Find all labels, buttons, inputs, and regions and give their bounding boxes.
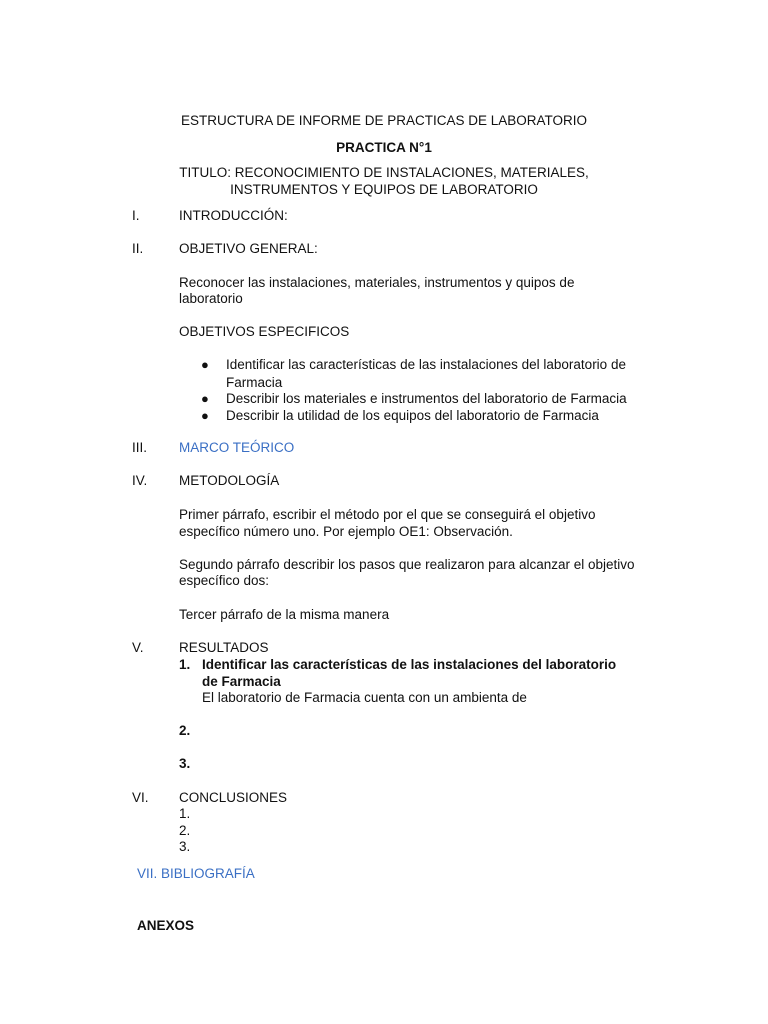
resultado-number-1: 1. bbox=[179, 657, 191, 672]
objetivo-especifico-3: Describir la utilidad de los equipos del laboratorio de Farmacia bbox=[226, 408, 599, 423]
subheading-objetivos-especificos: OBJETIVOS ESPECIFICOS bbox=[179, 324, 350, 339]
conclusion-number-1: 1. bbox=[179, 806, 191, 821]
resultado-title-1-line-1: Identificar las características de las instalaciones del laboratorio bbox=[202, 657, 617, 672]
section-number-3: III. bbox=[132, 440, 148, 455]
section-heading-objetivo-general: OBJETIVO GENERAL: bbox=[179, 241, 318, 256]
section-number-5: V. bbox=[132, 640, 144, 655]
section-heading-anexos: ANEXOS bbox=[137, 918, 195, 933]
practice-title-line-1: TITULO: RECONOCIMIENTO DE INSTALACIONES, MATERIALES, bbox=[179, 165, 589, 180]
metodologia-paragraph-2-line-1: Segundo párrafo describir los pasos que realizaron para alcanzar el objetivo bbox=[179, 557, 635, 572]
section-heading-marco-teorico-link[interactable]: MARCO TEÓRICO bbox=[179, 440, 295, 455]
bullet-icon: ● bbox=[201, 391, 209, 406]
resultado-title-1-line-2: de Farmacia bbox=[202, 674, 281, 689]
objetivo-especifico-1-line-2: Farmacia bbox=[226, 375, 283, 390]
metodologia-paragraph-2-line-2: específico dos: bbox=[179, 573, 270, 588]
section-heading-bibliografia-link[interactable]: VII. BIBLIOGRAFÍA bbox=[137, 866, 255, 881]
objetivo-especifico-1-line-1: Identificar las características de las instalaciones del laboratorio de bbox=[226, 357, 626, 372]
section-number-2: II. bbox=[132, 241, 144, 256]
document-title: ESTRUCTURA DE INFORME DE PRACTICAS DE LABORATORIO bbox=[180, 113, 588, 128]
resultado-number-3: 3. bbox=[179, 756, 191, 771]
section-number-1: I. bbox=[132, 208, 140, 223]
practice-number: PRACTICA N°1 bbox=[336, 140, 432, 155]
objetivo-general-text-line-1: Reconocer las instalaciones, materiales, instrumentos y quipos de bbox=[179, 275, 575, 290]
objetivo-especifico-2: Describir los materiales e instrumentos del laboratorio de Farmacia bbox=[226, 391, 627, 406]
resultado-body-1: El laboratorio de Farmacia cuenta con un ambienta de bbox=[202, 690, 527, 705]
section-number-6: VI. bbox=[132, 790, 149, 805]
section-heading-metodologia: METODOLOGÍA bbox=[179, 473, 280, 488]
metodologia-paragraph-3: Tercer párrafo de la misma manera bbox=[179, 607, 390, 622]
metodologia-paragraph-1-line-2: específico número uno. Por ejemplo OE1: Observación. bbox=[179, 524, 513, 539]
section-heading-conclusiones: CONCLUSIONES bbox=[179, 790, 288, 805]
section-heading-resultados: RESULTADOS bbox=[179, 640, 269, 655]
resultado-number-2: 2. bbox=[179, 723, 191, 738]
conclusion-number-2: 2. bbox=[179, 823, 191, 838]
bullet-icon: ● bbox=[201, 357, 209, 372]
metodologia-paragraph-1-line-1: Primer párrafo, escribir el método por el que se conseguirá el objetivo bbox=[179, 507, 596, 522]
conclusion-number-3: 3. bbox=[179, 839, 191, 854]
objetivo-general-text-line-2: laboratorio bbox=[179, 291, 243, 306]
bullet-icon: ● bbox=[201, 408, 209, 423]
practice-title-line-2: INSTRUMENTOS Y EQUIPOS DE LABORATORIO bbox=[230, 182, 538, 197]
section-number-4: IV. bbox=[132, 473, 148, 488]
section-heading-introduccion: INTRODUCCIÓN: bbox=[179, 208, 288, 223]
